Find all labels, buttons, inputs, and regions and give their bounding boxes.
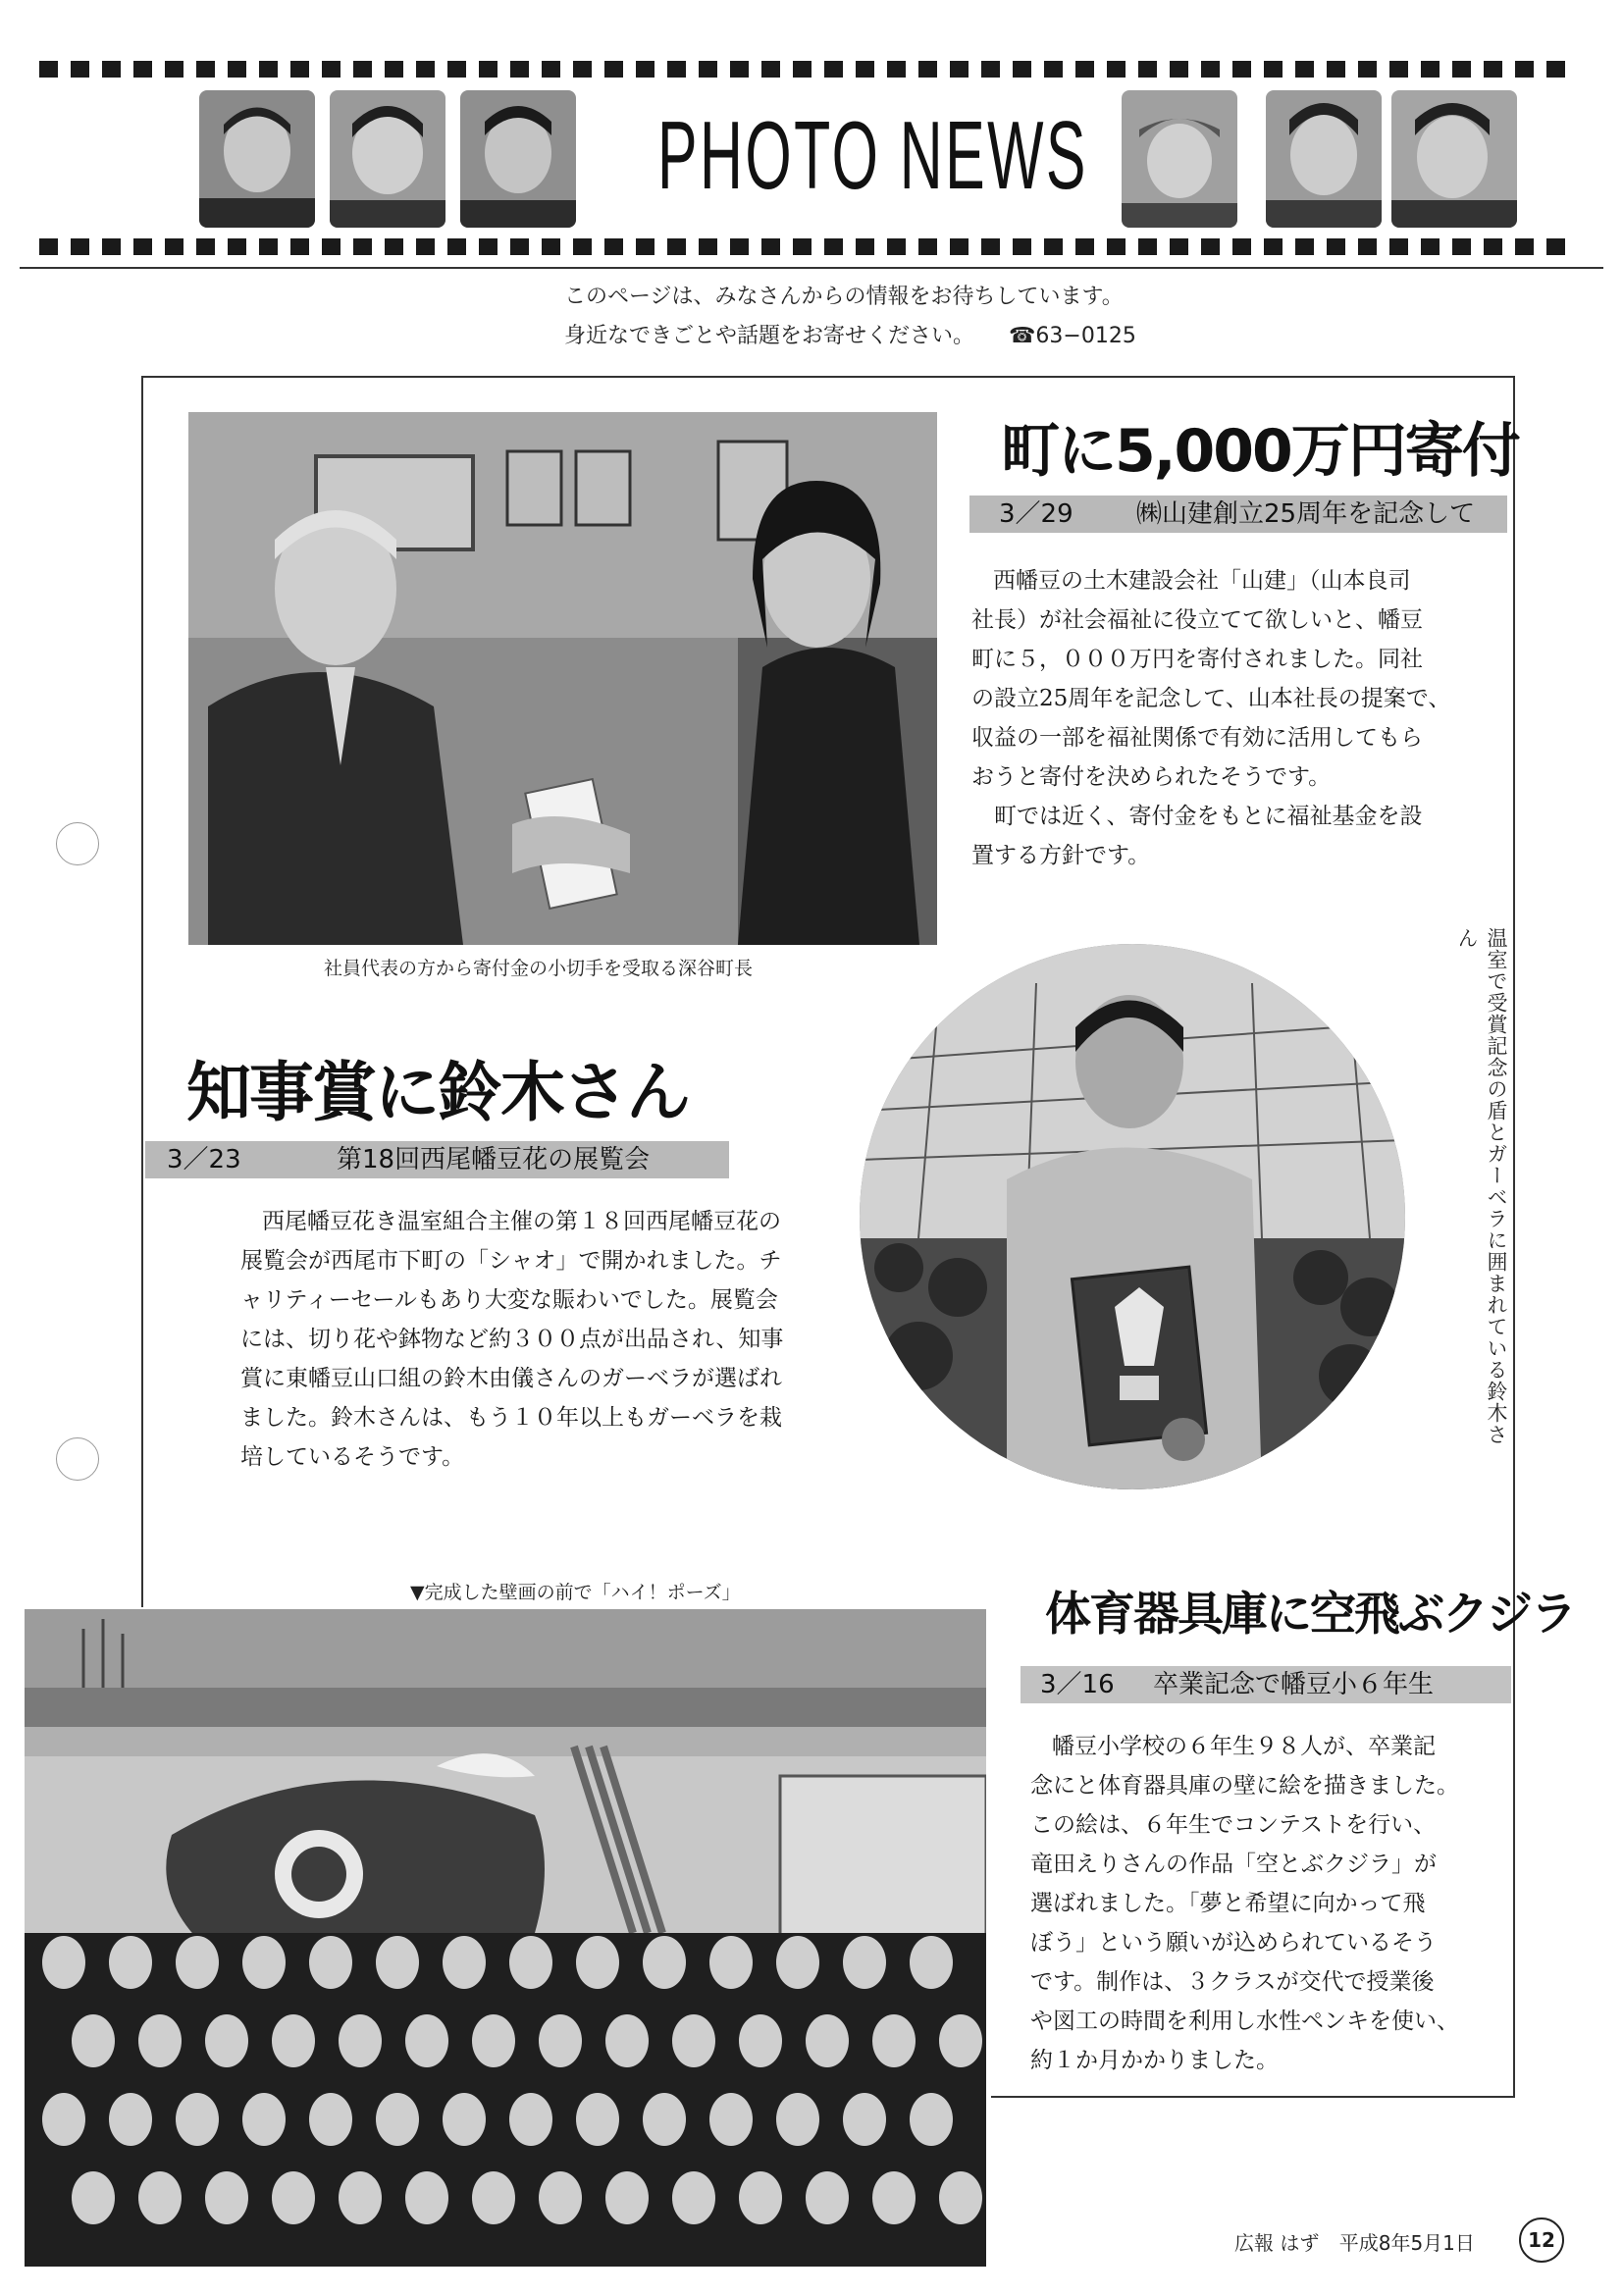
- donation-body-line: 収益の一部を福祉関係で有効に活用してもら: [971, 725, 1423, 751]
- student-face: [539, 2014, 582, 2067]
- film-sprocket-hole: [1075, 238, 1094, 255]
- student-face: [339, 2014, 382, 2067]
- film-sprocket-hole: [385, 61, 403, 78]
- film-sprocket-hole: [918, 61, 937, 78]
- student-face: [843, 1936, 886, 1989]
- film-sprocket-hole: [447, 61, 466, 78]
- student-face: [109, 1936, 152, 1989]
- film-sprocket-hole: [636, 61, 654, 78]
- award-body-line: ャリティーセールもあり大変な賑わいでした。展覧会: [240, 1287, 778, 1313]
- award-subheadline: 第18回西尾幡豆花の展覧会: [337, 1145, 651, 1174]
- donation-body-line: 西幡豆の土木建設会社「山建」（山本良司: [993, 568, 1411, 594]
- film-sprocket-hole: [1327, 61, 1345, 78]
- student-face: [739, 2014, 782, 2067]
- footer-date: 平成8年5月1日: [1338, 2231, 1475, 2255]
- film-sprocket-hole: [793, 238, 812, 255]
- student-face: [472, 2171, 515, 2224]
- film-sprocket-hole: [1232, 61, 1251, 78]
- whale-body-line: です。制作は、３クラスが交代で授業後: [1030, 1969, 1435, 1995]
- whale-body-line: この絵は、６年生でコンテストを行い、: [1030, 1812, 1437, 1838]
- film-sprocket-hole: [39, 238, 58, 255]
- film-sprocket-hole: [353, 61, 372, 78]
- award-date: 3／23: [167, 1145, 241, 1174]
- film-sprocket-hole: [1075, 61, 1094, 78]
- header-rule: [20, 267, 1603, 269]
- award-body-line: ました。鈴木さんは、もう１０年以上もガーベラを栽: [240, 1405, 782, 1431]
- film-strip-top: [39, 61, 1575, 78]
- student-face: [205, 2171, 248, 2224]
- award-body-line: 展覧会が西尾市下町の「シャオ」で開かれました。チ: [240, 1248, 782, 1274]
- student-face: [405, 2014, 448, 2067]
- film-sprocket-hole: [1013, 61, 1031, 78]
- film-sprocket-hole: [981, 61, 1000, 78]
- film-strip-bottom: [39, 238, 1575, 256]
- award-body: [240, 1202, 849, 1477]
- film-sprocket-hole: [39, 61, 58, 78]
- film-sprocket-hole: [1358, 61, 1377, 78]
- student-face: [910, 1936, 953, 1989]
- phone-number: ☎63−0125: [1009, 324, 1136, 348]
- film-sprocket-hole: [1484, 61, 1502, 78]
- student-face: [405, 2171, 448, 2224]
- page-title: PHOTO NEWS: [657, 101, 1088, 209]
- film-sprocket-hole: [887, 238, 906, 255]
- student-face: [709, 2093, 753, 2146]
- film-sprocket-hole: [259, 61, 278, 78]
- film-sprocket-hole: [1264, 61, 1283, 78]
- donation-photo: [188, 412, 937, 945]
- film-sprocket-hole: [322, 238, 340, 255]
- student-face: [443, 2093, 486, 2146]
- film-sprocket-hole: [353, 238, 372, 255]
- award-body-line: 培しているそうです。: [240, 1444, 465, 1470]
- student-face: [72, 2014, 115, 2067]
- whale-photo-caption: ▼完成した壁画の前で「ハイ！ポーズ」: [410, 1582, 741, 1603]
- donation-body-line: おうと寄付を決められたそうです。: [971, 764, 1332, 790]
- student-face: [509, 2093, 552, 2146]
- student-face: [605, 2014, 649, 2067]
- film-sprocket-hole: [479, 238, 497, 255]
- donation-body-line: 置する方針です。: [971, 843, 1151, 868]
- film-sprocket-hole: [1232, 238, 1251, 255]
- film-sprocket-hole: [887, 61, 906, 78]
- film-sprocket-hole: [447, 238, 466, 255]
- footer: [1234, 2227, 1475, 2256]
- student-face: [272, 2014, 315, 2067]
- student-face: [443, 1936, 486, 1989]
- donation-photo-caption: 社員代表の方から寄付金の小切手を受取る深谷町長: [324, 958, 754, 979]
- film-sprocket-hole: [416, 61, 435, 78]
- film-sprocket-hole: [1138, 61, 1157, 78]
- whale-body-line: 竜田えりさんの作品「空とぶクジラ」が: [1030, 1852, 1437, 1877]
- punch-hole: [56, 1437, 99, 1481]
- donation-body-line: の設立25周年を記念して、山本社長の提案で、: [971, 686, 1451, 711]
- film-sprocket-hole: [604, 61, 623, 78]
- film-sprocket-hole: [1201, 61, 1220, 78]
- portrait-photo: [199, 90, 315, 228]
- film-sprocket-hole: [102, 238, 121, 255]
- award-body-line: には、切り花や鉢物など約３００点が出品され、知事: [240, 1327, 784, 1352]
- student-face: [576, 2093, 619, 2146]
- student-face: [872, 2014, 916, 2067]
- film-sprocket-hole: [196, 238, 215, 255]
- whale-subheadline-bar: [1021, 1666, 1511, 1703]
- portrait-photo: [1391, 90, 1517, 228]
- student-face: [576, 1936, 619, 1989]
- film-sprocket-hole: [1546, 61, 1565, 78]
- film-sprocket-hole: [761, 238, 780, 255]
- film-sprocket-hole: [1264, 238, 1283, 255]
- student-face: [776, 2093, 819, 2146]
- donation-body-line: 町に５，０００万円を寄付されました。同社: [971, 647, 1423, 672]
- whale-body-line: や図工の時間を利用し水性ペンキを使い、: [1030, 2009, 1459, 2034]
- student-face: [176, 1936, 219, 1989]
- student-face: [806, 2171, 849, 2224]
- student-face: [138, 2171, 182, 2224]
- student-face: [138, 2014, 182, 2067]
- student-face: [939, 2171, 982, 2224]
- film-sprocket-hole: [71, 61, 89, 78]
- film-sprocket-hole: [730, 61, 749, 78]
- student-face: [643, 1936, 686, 1989]
- portrait-photo: [460, 90, 576, 228]
- student-face: [42, 2093, 85, 2146]
- film-sprocket-hole: [1295, 238, 1314, 255]
- film-sprocket-hole: [824, 238, 843, 255]
- film-sprocket-hole: [1515, 61, 1534, 78]
- film-sprocket-hole: [761, 61, 780, 78]
- film-sprocket-hole: [102, 61, 121, 78]
- film-sprocket-hole: [228, 238, 246, 255]
- film-sprocket-hole: [1358, 238, 1377, 255]
- student-face: [776, 1936, 819, 1989]
- donation-body: [971, 561, 1501, 875]
- student-face: [309, 1936, 352, 1989]
- film-sprocket-hole: [950, 238, 969, 255]
- film-sprocket-hole: [1421, 238, 1440, 255]
- film-sprocket-hole: [573, 61, 592, 78]
- award-photo-caption: 温室で受賞記念の盾とガーベラに囲まれている鈴木さん: [1455, 927, 1508, 1445]
- film-sprocket-hole: [1389, 61, 1408, 78]
- student-face: [376, 1936, 419, 1989]
- intro-line-2: [564, 319, 1136, 349]
- film-sprocket-hole: [133, 238, 152, 255]
- award-body-line: 西尾幡豆花き温室組合主催の第１８回西尾幡豆花の: [262, 1209, 781, 1234]
- film-sprocket-hole: [1421, 61, 1440, 78]
- film-sprocket-hole: [290, 238, 309, 255]
- film-sprocket-hole: [604, 238, 623, 255]
- frame-border: [991, 2096, 1515, 2098]
- student-face: [272, 2171, 315, 2224]
- whale-headline: 体育器具庫に空飛ぶクジラ: [1045, 1588, 1575, 1642]
- portrait-photo: [1266, 90, 1382, 228]
- portrait-photo: [1122, 90, 1237, 228]
- whale-date: 3／16: [1040, 1670, 1115, 1699]
- donation-body-line: 社長）が社会福祉に役立てて欲しいと、幡豆: [971, 607, 1423, 633]
- page-number: 12: [1519, 2218, 1564, 2263]
- whale-subheadline: 卒業記念で幡豆小６年生: [1153, 1670, 1435, 1699]
- film-sprocket-hole: [667, 238, 686, 255]
- film-sprocket-hole: [1515, 238, 1534, 255]
- film-sprocket-hole: [165, 238, 183, 255]
- intro-line-1: このページは、みなさんからの情報をお待ちしています。: [564, 285, 1124, 309]
- film-sprocket-hole: [793, 61, 812, 78]
- portrait-photo: [330, 90, 445, 228]
- footer-publication: 広報 はず: [1234, 2231, 1320, 2255]
- film-sprocket-hole: [730, 238, 749, 255]
- film-sprocket-hole: [1295, 61, 1314, 78]
- donation-subheadline: ㈱山建創立25周年を記念して: [1136, 499, 1476, 529]
- student-face: [205, 2014, 248, 2067]
- whale-photo: [25, 1609, 986, 2267]
- film-sprocket-hole: [699, 61, 717, 78]
- film-sprocket-hole: [542, 238, 560, 255]
- film-sprocket-hole: [667, 61, 686, 78]
- film-sprocket-hole: [1452, 238, 1471, 255]
- award-body-line: 賞に東幡豆山口組の鈴木由儀さんのガーベラが選ばれ: [240, 1366, 782, 1391]
- student-face: [242, 2093, 286, 2146]
- student-face: [309, 2093, 352, 2146]
- film-sprocket-hole: [1484, 238, 1502, 255]
- student-face: [709, 1936, 753, 1989]
- student-face: [509, 1936, 552, 1989]
- student-face: [672, 2171, 715, 2224]
- student-face: [109, 2093, 152, 2146]
- film-sprocket-hole: [228, 61, 246, 78]
- student-face: [806, 2014, 849, 2067]
- student-face: [72, 2171, 115, 2224]
- student-face: [843, 2093, 886, 2146]
- film-sprocket-hole: [950, 61, 969, 78]
- whale-body-line: 選ばれました。「夢と希望に向かって飛: [1030, 1891, 1426, 1916]
- film-sprocket-hole: [1107, 61, 1126, 78]
- donation-date: 3／29: [999, 499, 1073, 529]
- frame-border: [1513, 376, 1515, 2098]
- film-sprocket-hole: [636, 238, 654, 255]
- student-face: [472, 2014, 515, 2067]
- film-sprocket-hole: [1138, 238, 1157, 255]
- whale-body-line: 念にと体育器具庫の壁に絵を描きました。: [1030, 1773, 1459, 1799]
- film-sprocket-hole: [981, 238, 1000, 255]
- film-sprocket-hole: [416, 238, 435, 255]
- film-sprocket-hole: [856, 61, 874, 78]
- intro-line-2-text: 身近なできごとや話題をお寄せください。: [564, 324, 975, 348]
- frame-border: [141, 376, 1515, 378]
- film-sprocket-hole: [699, 238, 717, 255]
- donation-subheadline-bar: [969, 496, 1507, 533]
- film-sprocket-hole: [259, 238, 278, 255]
- student-face: [176, 2093, 219, 2146]
- whale-body-line: ぼう」という願いが込められているそう: [1030, 1930, 1437, 1956]
- student-face: [339, 2171, 382, 2224]
- film-sprocket-hole: [133, 61, 152, 78]
- whale-body: [1030, 1727, 1511, 2080]
- film-sprocket-hole: [385, 238, 403, 255]
- award-photo: [860, 944, 1405, 1489]
- film-sprocket-hole: [322, 61, 340, 78]
- student-face: [42, 1936, 85, 1989]
- film-sprocket-hole: [1546, 238, 1565, 255]
- film-sprocket-hole: [1107, 238, 1126, 255]
- film-sprocket-hole: [1452, 61, 1471, 78]
- whale-body-line: 約１か月かかりました。: [1030, 2048, 1279, 2073]
- film-sprocket-hole: [196, 61, 215, 78]
- film-sprocket-hole: [824, 61, 843, 78]
- student-face: [605, 2171, 649, 2224]
- award-headline: 知事賞に鈴木さん: [186, 1055, 689, 1130]
- film-sprocket-hole: [1013, 238, 1031, 255]
- film-sprocket-hole: [1389, 238, 1408, 255]
- film-sprocket-hole: [1044, 61, 1063, 78]
- award-subheadline-bar: [145, 1141, 729, 1178]
- student-face: [739, 2171, 782, 2224]
- film-sprocket-hole: [856, 238, 874, 255]
- student-face: [643, 2093, 686, 2146]
- student-face: [242, 1936, 286, 1989]
- film-sprocket-hole: [573, 238, 592, 255]
- film-sprocket-hole: [510, 61, 529, 78]
- donation-headline: 町に5,000万円寄付: [1001, 417, 1519, 486]
- film-sprocket-hole: [165, 61, 183, 78]
- film-sprocket-hole: [1044, 238, 1063, 255]
- student-face: [672, 2014, 715, 2067]
- donation-body-line: 町では近く、寄付金をもとに福祉基金を設: [971, 804, 1423, 829]
- film-sprocket-hole: [1170, 238, 1188, 255]
- film-sprocket-hole: [542, 61, 560, 78]
- film-sprocket-hole: [510, 238, 529, 255]
- punch-hole: [56, 822, 99, 865]
- student-face: [939, 2014, 982, 2067]
- student-face: [910, 2093, 953, 2146]
- film-sprocket-hole: [918, 238, 937, 255]
- whale-body-line: 幡豆小学校の６年生９８人が、卒業記: [1052, 1734, 1436, 1759]
- film-sprocket-hole: [1327, 238, 1345, 255]
- student-face: [872, 2171, 916, 2224]
- frame-border: [141, 376, 143, 1607]
- student-face: [539, 2171, 582, 2224]
- student-face: [376, 2093, 419, 2146]
- film-sprocket-hole: [1201, 238, 1220, 255]
- film-sprocket-hole: [71, 238, 89, 255]
- film-sprocket-hole: [1170, 61, 1188, 78]
- film-sprocket-hole: [479, 61, 497, 78]
- film-sprocket-hole: [290, 61, 309, 78]
